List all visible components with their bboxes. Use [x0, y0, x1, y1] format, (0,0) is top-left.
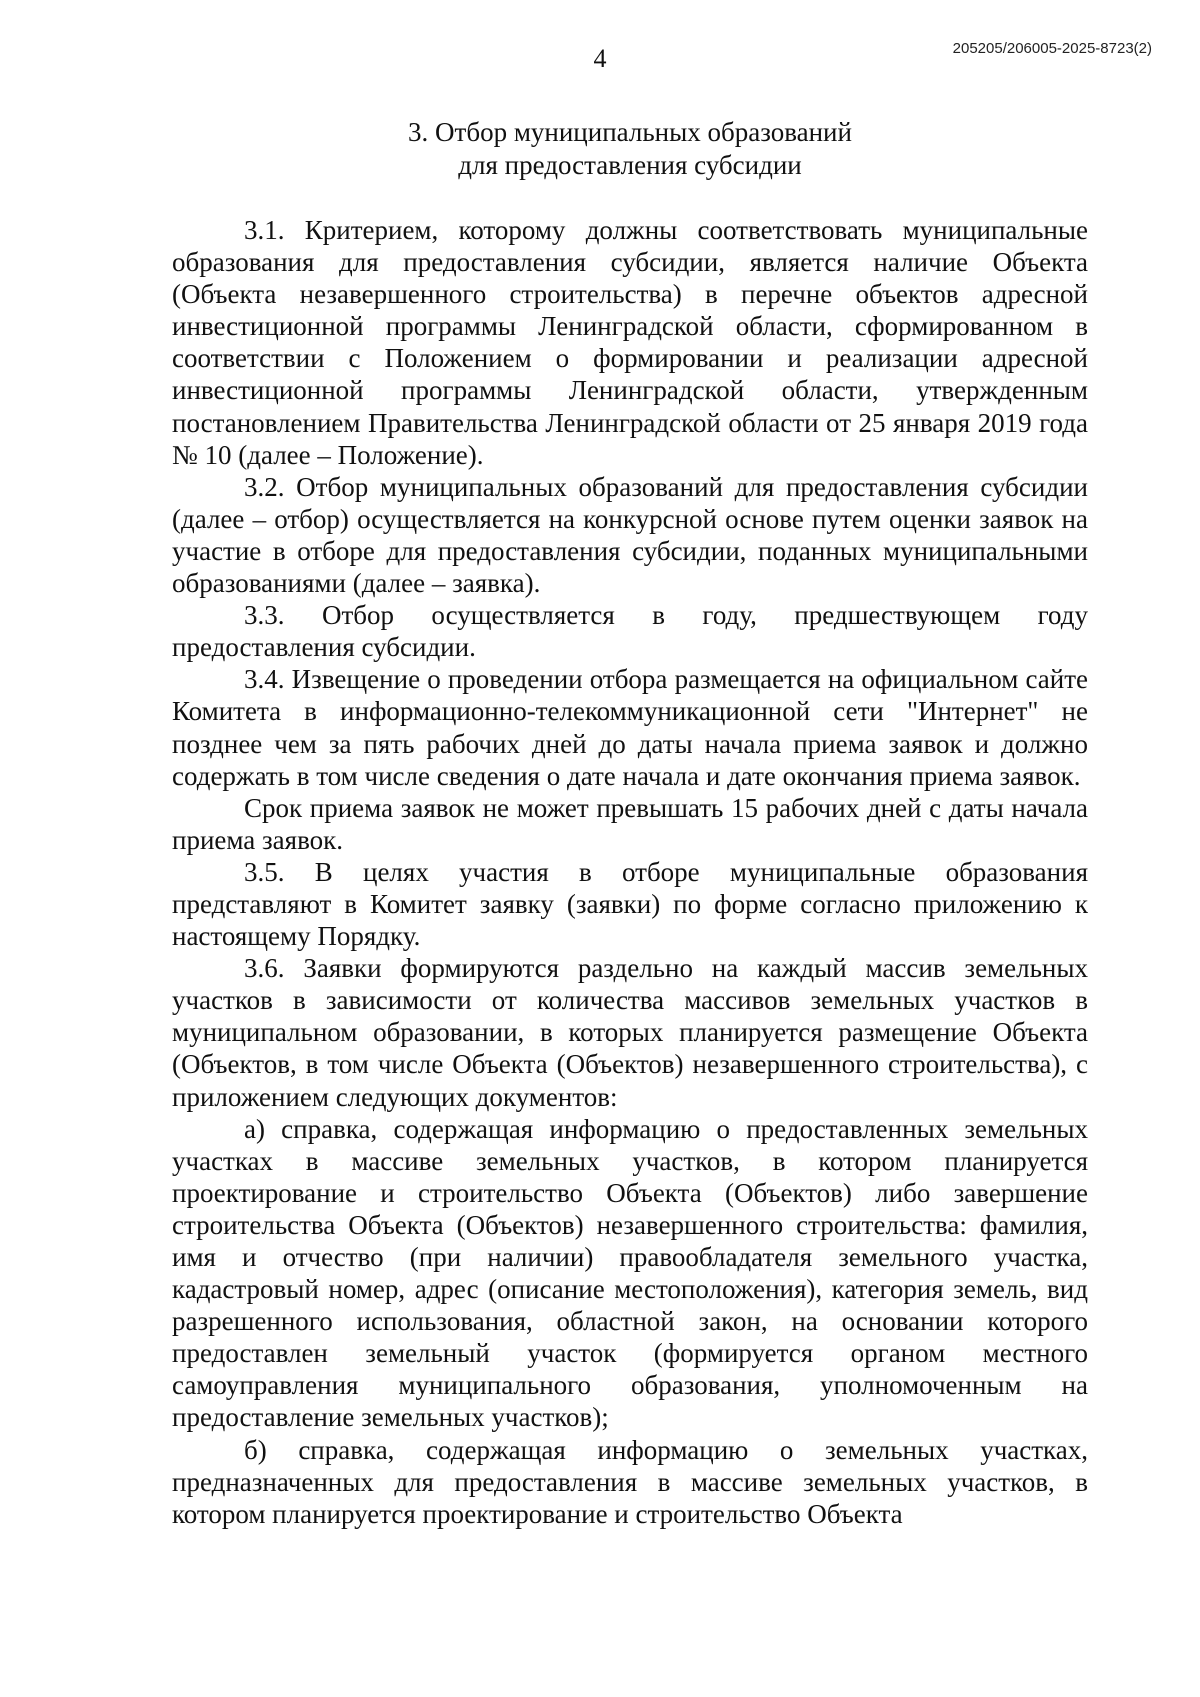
paragraph-3-2: 3.2. Отбор муниципальных образований для предоставления субсидии (далее – отбор) осуществляется на конкурсной основе путем оценки заявок на участие в отборе для предоставления субсидии, поданных муниципальными образованиями (далее – заявка). — [172, 471, 1088, 599]
section-title-line-2: для предоставления субсидии — [458, 150, 802, 180]
section-title-line-1: 3. Отбор муниципальных образований — [408, 117, 852, 147]
section-title — [172, 116, 1088, 182]
paragraph-deadline: Срок приема заявок не может превышать 15 рабочих дней с даты начала приема заявок. — [172, 792, 1088, 855]
paragraph-3-4: 3.4. Извещение о проведении отбора размещается на официальном сайте Комитета в информационно-телекоммуникационной сети "Интернет" не позднее чем за пять рабочих дней до даты начала приема заявок и должно содержать в том числе сведения о дате начала и дате окончания приема заявок. — [172, 664, 1088, 791]
paragraph-3-1: 3.1. Критерием, которому должны соответствовать муниципальные образования для предоставления субсидии, является наличие Объекта (Объекта незавершенного строительства) в перечне объектов адресной инвестиционной программы Ленинградской области, сформированном в соответствии с Положением о формировании и реализации адресной инвестиционной программы Ленинградской области, утвержденным постановлением Правительства Ленинградской области от 25 января 2019 года № 10 (далее – Положение). — [172, 215, 1088, 470]
paragraph-item-b: б) справка, содержащая информацию о земельных участках, предназначенных для предоставления в массиве земельных участков, в котором планируется проектирование и строительство Объекта — [172, 1434, 1088, 1529]
paragraph-3-5: 3.5. В целях участия в отборе муниципальные образования представляют в Комитет заявку (заявки) по форме согласно приложению к настоящему Порядку. — [172, 856, 1088, 952]
document-body — [172, 214, 1088, 1530]
paragraph-3-3: 3.3. Отбор осуществляется в году, предшествующем году предоставления субсидии. — [172, 600, 1088, 663]
paragraph-3-6: 3.6. Заявки формируются раздельно на каждый массив земельных участков в зависимости от количества массивов земельных участков в муниципальном образовании, в которых планируется размещение Объекта (Объектов, в том числе Объекта (Объектов) незавершенного строительства), с приложением следующих документов: — [172, 953, 1088, 1112]
page-number: 4 — [593, 44, 607, 73]
document-id: 205205/206005-2025-8723(2) — [952, 40, 1152, 57]
paragraph-item-a: а) справка, содержащая информацию о предоставленных земельных участках в массиве земельных участков, в котором планируется проектирование и строительство Объекта (Объектов) либо завершение строительства Объекта (Объектов) незавершенного строительства: фамилия, имя и отчество (при наличии) правообладателя земельного участка, кадастровый номер, адрес (описание местоположения), категория земель, вид разрешенного использования, областной закон, на основании которого предоставлен земельный участок (формируется органом местного самоуправления муниципального образования, уполномоченным на предоставление земельных участков); — [172, 1113, 1088, 1433]
